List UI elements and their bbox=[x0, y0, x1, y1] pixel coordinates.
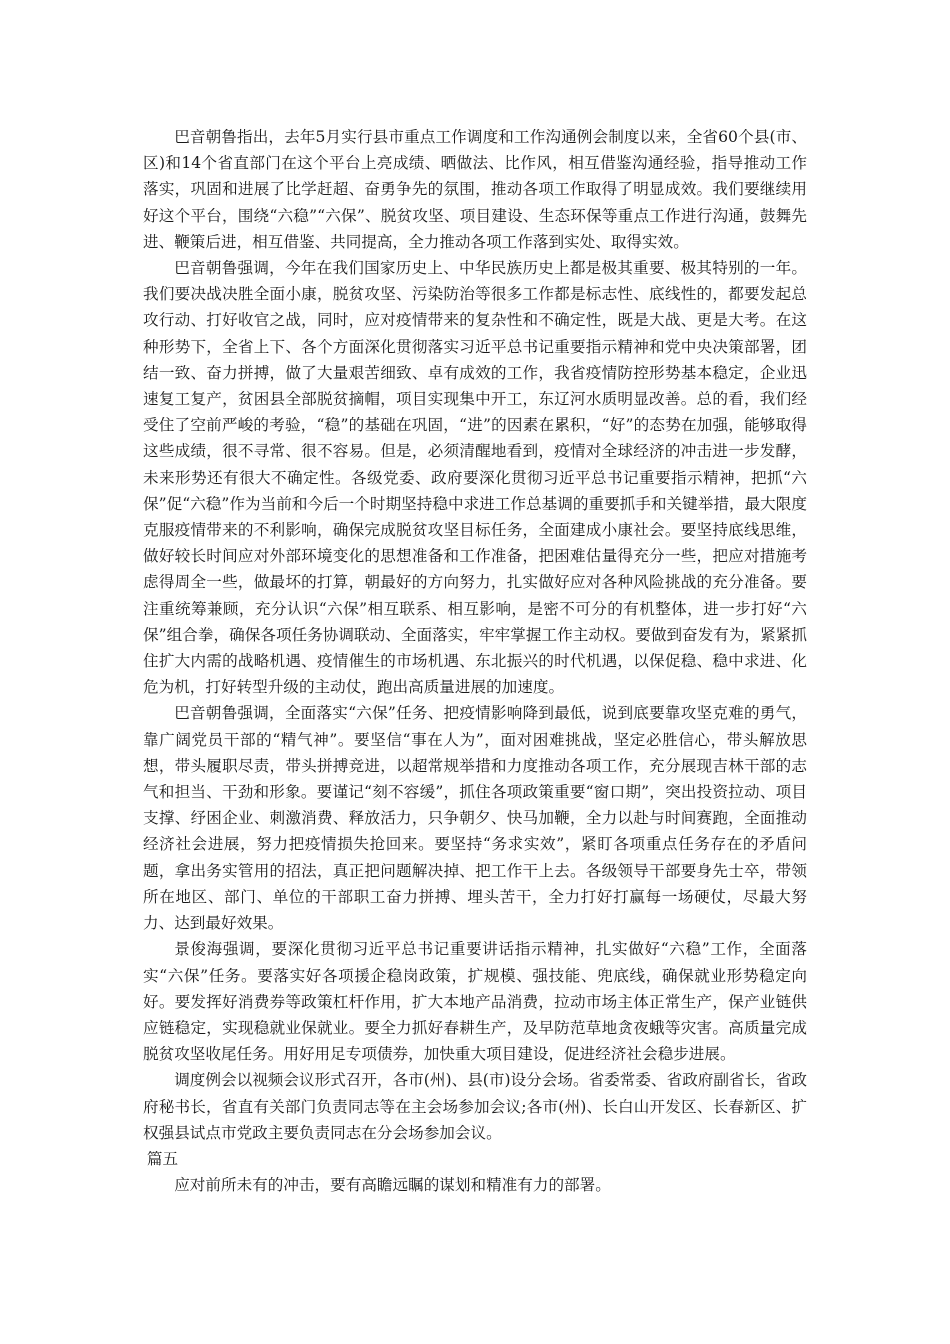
section-heading: 篇五 bbox=[146, 1149, 179, 1168]
paragraph-3: 巴音朝鲁强调，全面落实“六保”任务、把疫情影响降到最低，说到底要靠攻坚克难的勇气，靠广阔党员干部的“精气神”。要坚信“事在人为”，面对困难挑战，坚定必胜信心，带头解放思想，带头履职尽责，带头拼搏竞进，以超常规举措和力度推动各项工作，充分展现吉林干部的志气和担当、干劲和形象。要谨记“刻不容缓”，抓住各项政策重要“窗口期”，突出投资拉动、项目支撑、纾困企业、刺激消费、释放活力，只争朝夕、快马加鞭，全力以赴与时间赛跑，全面推动经济社会进展，努力把疫情损失抢回来。要坚持“务求实效”，紧盯各项重点任务存在的矛盾问题，拿出务实管用的招法，真正把问题解决掉、把工作干上去。各级领导干部要身先士卒，带领所在地区、部门、单位的干部职工奋力拼搏、埋头苦干，全力打好打赢每一场硬仗，尽最大努力、达到最好效果。 bbox=[143, 704, 807, 933]
paragraph-1: 巴音朝鲁指出，去年5月实行县市重点工作调度和工作沟通例会制度以来，全省60个县(市、区)和14个省直部门在这个平台上亮成绩、晒做法、比作风，相互借鉴沟通经验，指导推动工作落实，巩固和进展了比学赶超、奋勇争先的氛围，推动各项工作取得了明显成效。我们要继续用好这个平台，围绕“六稳”“六保”、脱贫攻坚、项目建设、生态环保等重点工作进行沟通，鼓舞先进、鞭策后进，相互借鉴、共同提高，全力推动各项工作落到实处、取得实效。 bbox=[143, 128, 807, 251]
paragraph-2: 巴音朝鲁强调，今年在我们国家历史上、中华民族历史上都是极其重要、极其特别的一年。我们要决战决胜全面小康，脱贫攻坚、污染防治等很多工作都是标志性、底线性的，都要发起总攻行动、打好收官之战，同时，应对疫情带来的复杂性和不确定性，既是大战、更是大考。在这种形势下，全省上下、各个方面深化贯彻落实习近平总书记重要指示精神和党中央决策部署，团结一致、奋力拼搏，做了大量艰苦细致、卓有成效的工作，我省疫情防控形势基本稳定，企业迅速复工复产，贫困县全部脱贫摘帽，项目实现集中开工，东辽河水质明显改善。总的看，我们经受住了空前严峻的考验，“稳”的基础在巩固，“进”的因素在累积，“好”的态势在加强，能够取得这些成绩，很不寻常、很不容易。但是，必须清醒地看到，疫情对全球经济的冲击进一步发酵，未来形势还有很大不确定性。各级党委、政府要深化贯彻习近平总书记重要指示精神，把抓“六保”促“六稳”作为当前和今后一个时期坚持稳中求进工作总基调的重要抓手和关键举措，最大限度克服疫情带来的不利影响，确保完成脱贫攻坚目标任务，全面建成小康社会。要坚持底线思维，做好较长时间应对外部环境变化的思想准备和工作准备，把困难估量得充分一些，把应对措施考虑得周全一些，做最坏的打算，朝最好的方向努力，扎实做好应对各种风险挑战的充分准备。要注重统筹兼顾，充分认识“六保”相互联系、相互影响，是密不可分的有机整体，进一步打好“六保”组合拳，确保各项任务协调联动、全面落实，牢牢掌握工作主动权。要做到奋发有为，紧紧抓住扩大内需的战略机遇、疫情催生的市场机遇、东北振兴的时代机遇，以保促稳、稳中求进、化危为机，打好转型升级的主动仗，跑出高质量进展的加速度。 bbox=[143, 259, 807, 697]
paragraph-4: 景俊海强调，要深化贯彻习近平总书记重要讲话指示精神，扎实做好“六稳”工作，全面落实“六保”任务。要落实好各项援企稳岗政策，扩规模、强技能、兜底线，确保就业形势稳定向好。要发挥好消费券等政策杠杆作用，扩大本地产品消费，拉动市场主体正常生产，保产业链供应链稳定，实现稳就业保就业。要全力抓好春耕生产，及早防范草地贪夜蛾等灾害。高质量完成脱贫攻坚收尾任务。用好用足专项债券，加快重大项目建设，促进经济社会稳步进展。 bbox=[143, 940, 807, 1064]
article-body bbox=[143, 124, 807, 1198]
closing-paragraph: 应对前所未有的冲击，要有高瞻远瞩的谋划和精准有力的部署。 bbox=[174, 1176, 611, 1195]
paragraph-5: 调度例会以视频会议形式召开，各市(州)、县(市)设分会场。省委常委、省政府副省长，省政府秘书长，省直有关部门负责同志等在主会场参加会议;各市(州)、长白山开发区、长春新区、扩权强县试点市党政主要负责同志在分会场参加会议。 bbox=[143, 1071, 807, 1142]
